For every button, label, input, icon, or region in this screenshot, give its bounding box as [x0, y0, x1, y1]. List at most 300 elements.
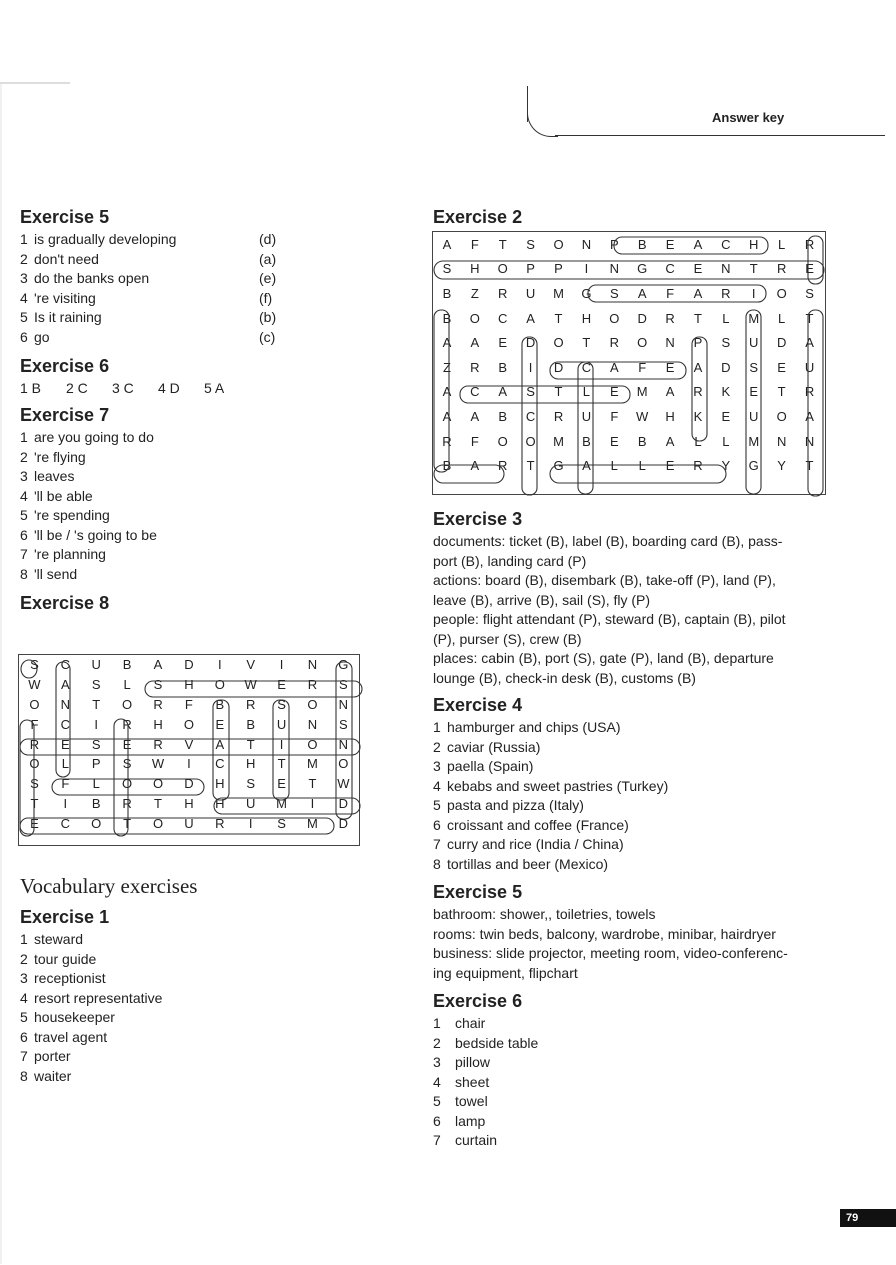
grid-table: [19, 655, 359, 833]
item-text: chair: [455, 1015, 486, 1031]
grid-cell: A: [526, 310, 535, 326]
list-item: [433, 835, 668, 855]
grid-cell: P: [693, 335, 703, 351]
grid-cell: C: [665, 261, 675, 277]
grid-cell: O: [609, 310, 620, 326]
grid-cell: R: [498, 458, 508, 474]
grid-cell: N: [307, 716, 318, 732]
item-number: 6: [433, 816, 441, 833]
grid-cell: O: [91, 815, 102, 831]
grid-cell: O: [338, 756, 349, 772]
text-line: bathroom: shower,, toiletries, towels: [433, 906, 656, 922]
item-text: steward: [34, 931, 84, 947]
grid-row: [433, 355, 823, 380]
grid-cell: R: [693, 384, 703, 400]
grid-cell: C: [581, 359, 592, 375]
left-exercise-7: [20, 404, 157, 584]
grid-cell: E: [665, 458, 675, 474]
grid-cell: E: [805, 261, 814, 277]
grid-row: [433, 429, 823, 454]
grid-cell: I: [751, 285, 756, 301]
item-number: 8: [433, 855, 441, 872]
grid-cell: D: [721, 359, 731, 375]
grid-cell: T: [777, 384, 786, 400]
grid-row: [19, 774, 359, 794]
grid-cell: M: [307, 756, 318, 772]
grid-cell: A: [215, 736, 225, 752]
grid-cell: A: [442, 236, 452, 252]
grid-cell: F: [666, 285, 675, 301]
grid-cell: Y: [777, 458, 786, 474]
grid-cell: M: [553, 285, 564, 301]
item-number: 6: [433, 1112, 441, 1129]
grid-cell: T: [308, 776, 317, 792]
grid-cell: L: [778, 236, 786, 252]
grid-cell: D: [776, 335, 787, 351]
item-text: pillow: [455, 1054, 491, 1070]
grid-cell: E: [30, 815, 39, 831]
item-text: curry and rice (India / China): [447, 836, 624, 852]
item-text: waiter: [34, 1067, 72, 1084]
item-text: 'll be able: [34, 487, 93, 504]
item-text: 're flying: [34, 448, 86, 465]
grid-row: [19, 675, 359, 695]
grid-cell: H: [215, 776, 225, 792]
section-title: Exercise 6: [20, 356, 110, 376]
grid-cell: U: [749, 335, 759, 351]
grid-cell: H: [184, 795, 194, 811]
grid-cell: O: [307, 736, 318, 752]
grid-cell: A: [693, 359, 703, 375]
grid-cell: C: [215, 756, 225, 772]
grid-row: [433, 404, 823, 429]
grid-row: [433, 232, 823, 257]
grid-cell: D: [184, 776, 194, 792]
grid-cell: S: [30, 657, 39, 673]
grid-cell: S: [91, 736, 101, 752]
grid-cell: E: [749, 384, 759, 400]
grid-row: [19, 734, 359, 754]
grid-cell: N: [307, 657, 318, 673]
grid-cell: M: [553, 433, 564, 449]
item-text: porter: [34, 1048, 71, 1064]
grid-cell: R: [122, 795, 132, 811]
text-line: port (B), landing card (P): [433, 552, 587, 569]
item-text: towel: [455, 1093, 488, 1109]
answer: 4 D: [158, 380, 180, 396]
grid-cell: N: [804, 433, 815, 449]
right-exercise-3: [433, 508, 833, 688]
grid-cell: H: [470, 261, 480, 277]
section-title: Exercise 3: [433, 509, 523, 529]
header-rule-curve: [527, 106, 558, 137]
grid-cell: I: [528, 359, 533, 375]
item-text: pasta and pizza (Italy): [447, 797, 584, 813]
grid-cell: O: [497, 261, 508, 277]
grid-cell: R: [804, 236, 815, 252]
grid-cell: T: [805, 458, 814, 474]
grid-cell: A: [693, 236, 703, 252]
item-text: lamp: [455, 1112, 486, 1129]
grid-cell: R: [245, 696, 256, 712]
grid-cell: N: [776, 433, 787, 449]
grid-row: [433, 306, 823, 331]
item-number: 6: [20, 526, 28, 543]
grid-cell: S: [749, 359, 759, 375]
item-text: 'll be / 's going to be: [34, 526, 157, 543]
list-item: [433, 738, 668, 758]
grid-cell: I: [187, 756, 191, 772]
text-line: rooms: twin beds, balcony, wardrobe, minibar, hairdryer: [433, 925, 776, 942]
item-text: go: [34, 328, 50, 345]
item-number: 5: [20, 507, 28, 523]
grid-cell: K: [693, 408, 703, 424]
text-line: leave (B), arrive (B), sail (S), fly (P): [433, 591, 651, 608]
item-text: is gradually developing: [34, 231, 177, 247]
item-text: caviar (Russia): [447, 738, 541, 755]
list-item: [433, 1014, 538, 1034]
grid-cell: C: [60, 716, 71, 732]
item-number: 3: [433, 758, 441, 774]
grid-cell: L: [92, 776, 100, 792]
right-exercise-5: [433, 881, 833, 983]
left-exercise-5: [20, 206, 276, 347]
page-header-label: Answer key: [712, 110, 785, 125]
grid-cell: O: [307, 696, 318, 712]
grid-cell: I: [63, 795, 68, 811]
grid-cell: S: [339, 677, 348, 693]
grid-cell: I: [279, 736, 284, 752]
grid-cell: M: [636, 384, 648, 400]
grid-cell: S: [339, 716, 348, 732]
grid-cell: D: [637, 310, 647, 326]
item-number: 4: [20, 989, 28, 1006]
item-text: 're visiting: [34, 289, 96, 306]
grid-cell: S: [277, 815, 286, 831]
item-text: 're spending: [34, 507, 110, 523]
grid-cell: T: [582, 335, 591, 351]
grid-cell: F: [184, 696, 193, 712]
item-text: Is it raining: [34, 309, 102, 325]
answer-list: [433, 1014, 538, 1151]
list-item: [20, 969, 162, 989]
item-number: 5: [20, 309, 28, 325]
item-number: 4: [433, 1073, 441, 1090]
section-title: Exercise 1: [20, 907, 110, 927]
grid-cell: M: [748, 433, 760, 449]
section-title: Exercise 4: [433, 695, 523, 715]
grid-cell: A: [442, 335, 452, 351]
text-line: actions: board (B), disembark (B), take-off (P), land (P),: [433, 572, 776, 588]
item-text: do the banks open: [34, 270, 150, 286]
grid-cell: O: [553, 236, 564, 252]
grid-cell: O: [553, 335, 564, 351]
grid-cell: T: [92, 696, 101, 712]
grid-cell: N: [338, 696, 349, 712]
grid-cell: A: [665, 433, 675, 449]
grid-cell: M: [276, 795, 287, 811]
grid-cell: R: [804, 384, 815, 400]
answer-row: [20, 379, 250, 399]
grid-cell: E: [277, 677, 286, 693]
grid-cell: S: [526, 236, 535, 252]
item-text: receptionist: [34, 970, 106, 986]
grid-cell: A: [665, 384, 675, 400]
section-title: Exercise 5: [20, 207, 110, 227]
grid-cell: S: [153, 677, 163, 693]
grid-cell: R: [498, 285, 508, 301]
grid-row: [433, 257, 823, 282]
grid-cell: L: [722, 310, 730, 326]
item-answer: (a): [259, 250, 277, 267]
grid-cell: A: [693, 285, 703, 301]
grid-cell: A: [470, 335, 480, 351]
right-exercise-4: [433, 694, 668, 874]
grid-row: [433, 380, 823, 405]
text-line: people: flight attendant (P), steward (B), captain (B), pilot: [433, 611, 786, 627]
vocabulary-heading: Vocabulary exercises: [20, 874, 198, 898]
item-number: 1: [433, 719, 441, 735]
item-number: 8: [20, 1067, 28, 1084]
answer: 1 B: [20, 380, 42, 396]
grid-cell: C: [470, 384, 480, 400]
grid-row: [19, 794, 359, 814]
item-number: 6: [20, 1028, 28, 1045]
grid-cell: U: [184, 815, 194, 831]
grid-cell: L: [582, 384, 591, 400]
grid-cell: N: [60, 696, 71, 712]
grid-row: [433, 453, 823, 478]
item-number: 4: [20, 289, 28, 306]
grid-cell: S: [526, 384, 535, 400]
grid-cell: E: [61, 736, 70, 752]
grid-cell: O: [637, 335, 648, 351]
grid-cell: B: [582, 433, 591, 449]
grid-cell: R: [776, 261, 787, 277]
grid-cell: U: [525, 285, 536, 301]
list-item: [20, 1047, 162, 1067]
grid-cell: I: [94, 716, 99, 732]
grid-cell: A: [442, 408, 452, 424]
grid-cell: U: [804, 359, 815, 375]
grid-cell: V: [246, 657, 256, 673]
grid-cell: E: [609, 384, 619, 400]
item-text: don't need: [34, 250, 99, 267]
grid-cell: B: [91, 795, 101, 811]
grid-cell: E: [498, 335, 508, 351]
answer-paragraph: [433, 532, 833, 688]
grid-cell: R: [215, 815, 225, 831]
grid-cell: A: [470, 458, 480, 474]
grid-cell: E: [609, 433, 619, 449]
item-text: tour guide: [34, 950, 97, 967]
grid-cell: O: [29, 696, 40, 712]
grid-cell: H: [184, 677, 194, 693]
grid-cell: T: [123, 815, 132, 831]
grid-cell: W: [337, 776, 350, 792]
grid-cell: U: [245, 795, 256, 811]
word-search-grid-right: [432, 231, 826, 495]
grid-cell: B: [215, 696, 225, 712]
list-item: [20, 230, 276, 250]
item-text: hamburger and chips (USA): [447, 719, 621, 735]
item-number: 7: [20, 546, 28, 562]
item-number: 7: [20, 1048, 28, 1064]
item-number: 3: [433, 1054, 441, 1070]
list-item: [433, 1092, 538, 1112]
grid-cell: P: [609, 236, 619, 252]
grid-cell: A: [805, 335, 814, 351]
grid-cell: S: [246, 776, 256, 792]
item-answer: (e): [259, 270, 277, 286]
grid-cell: R: [442, 433, 452, 449]
grid-cell: R: [122, 716, 132, 732]
grid-cell: R: [470, 359, 480, 375]
item-number: 4: [20, 487, 28, 504]
grid-cell: E: [122, 736, 132, 752]
item-number: 3: [20, 970, 28, 986]
item-answer: (b): [259, 309, 277, 325]
list-item: [20, 950, 162, 970]
grid-cell: T: [526, 458, 535, 474]
list-item: [433, 718, 668, 738]
grid-cell: A: [153, 657, 163, 673]
grid-cell: F: [470, 236, 479, 252]
grid-cell: B: [498, 359, 508, 375]
vocab-exercise-1: [20, 906, 162, 1086]
item-number: 2: [20, 250, 28, 267]
grid-cell: A: [442, 384, 452, 400]
item-text: 'll send: [34, 565, 78, 582]
grid-cell: G: [637, 261, 648, 277]
grid-cell: E: [721, 408, 731, 424]
grid-cell: G: [338, 657, 349, 673]
grid-cell: G: [553, 458, 564, 474]
list-item: [20, 565, 157, 585]
list-item: [20, 487, 157, 507]
list-item: [433, 1112, 538, 1132]
list-item: [20, 545, 157, 565]
grid-cell: Z: [442, 359, 451, 375]
list-item: [433, 796, 668, 816]
item-text: are you going to do: [34, 429, 154, 445]
grid-cell: B: [122, 657, 132, 673]
text-line: lounge (B), check-in desk (B), customs (B): [433, 669, 696, 686]
grid-cell: H: [215, 795, 225, 811]
grid-cell: W: [244, 677, 257, 693]
page-number: 79: [840, 1209, 896, 1227]
grid-cell: B: [442, 458, 452, 474]
left-exercise-6: [20, 355, 250, 399]
grid-cell: N: [721, 261, 731, 277]
grid-cell: O: [497, 433, 508, 449]
grid-cell: R: [153, 736, 163, 752]
grid-cell: S: [91, 677, 101, 693]
item-text: paella (Spain): [447, 758, 534, 774]
list-item: [20, 467, 157, 487]
item-number: 2: [433, 738, 441, 755]
answer: 3 C: [112, 380, 134, 396]
grid-row: [19, 714, 359, 734]
grid-cell: G: [748, 458, 759, 474]
grid-row: [19, 695, 359, 715]
grid-cell: S: [277, 696, 286, 712]
grid-cell: O: [29, 756, 40, 772]
grid-cell: R: [665, 310, 675, 326]
grid-cell: C: [60, 815, 71, 831]
grid-cell: T: [554, 310, 563, 326]
list-item: [20, 250, 276, 270]
item-number: 5: [20, 1009, 28, 1025]
grid-cell: D: [184, 657, 194, 673]
grid-cell: S: [805, 285, 814, 301]
right-exercise-6: [433, 990, 538, 1151]
grid-cell: T: [277, 756, 286, 772]
grid-cell: R: [553, 408, 564, 424]
text-line: ing equipment, flipchart: [433, 964, 578, 981]
grid-cell: M: [307, 815, 318, 831]
grid-cell: A: [582, 458, 591, 474]
grid-cell: B: [637, 433, 647, 449]
item-text: bedside table: [455, 1034, 539, 1051]
grid-cell: A: [637, 285, 647, 301]
grid-cell: O: [469, 310, 480, 326]
list-item: [433, 757, 668, 777]
grid-cell: H: [665, 408, 675, 424]
grid-cell: V: [184, 736, 194, 752]
grid-cell: H: [153, 716, 163, 732]
grid-cell: R: [307, 677, 318, 693]
grid-cell: R: [609, 335, 619, 351]
item-text: curtain: [455, 1132, 498, 1148]
list-item: [433, 777, 668, 797]
item-number: 2: [20, 448, 28, 465]
item-number: 7: [433, 1132, 441, 1148]
grid-cell: F: [638, 359, 647, 375]
grid-cell: U: [581, 408, 592, 424]
answer-list: [20, 230, 276, 347]
grid-cell: S: [442, 261, 452, 277]
grid-table: [433, 232, 823, 478]
grid-cell: C: [721, 236, 731, 252]
answer-list: [20, 428, 157, 584]
list-item: [20, 448, 157, 468]
grid-cell: L: [638, 458, 646, 474]
grid-cell: D: [338, 795, 349, 811]
grid-cell: L: [778, 310, 786, 326]
item-number: 3: [20, 468, 28, 484]
item-text: 're planning: [34, 546, 106, 562]
grid-cell: I: [584, 261, 589, 277]
grid-cell: T: [498, 236, 507, 252]
text-line: business: slide projector, meeting room, video-conferenc-: [433, 945, 788, 961]
grid-cell: L: [61, 756, 69, 772]
item-text: housekeeper: [34, 1009, 115, 1025]
grid-cell: U: [91, 657, 101, 673]
grid-cell: T: [30, 795, 39, 811]
list-item: [20, 1008, 162, 1028]
grid-cell: I: [248, 815, 253, 831]
section-title: Exercise 7: [20, 405, 110, 425]
grid-cell: R: [721, 285, 731, 301]
item-text: travel agent: [34, 1028, 108, 1045]
grid-cell: O: [776, 408, 787, 424]
list-item: [20, 506, 157, 526]
list-item: [20, 289, 276, 309]
grid-cell: L: [610, 458, 618, 474]
grid-cell: A: [609, 359, 619, 375]
grid-cell: B: [442, 310, 452, 326]
